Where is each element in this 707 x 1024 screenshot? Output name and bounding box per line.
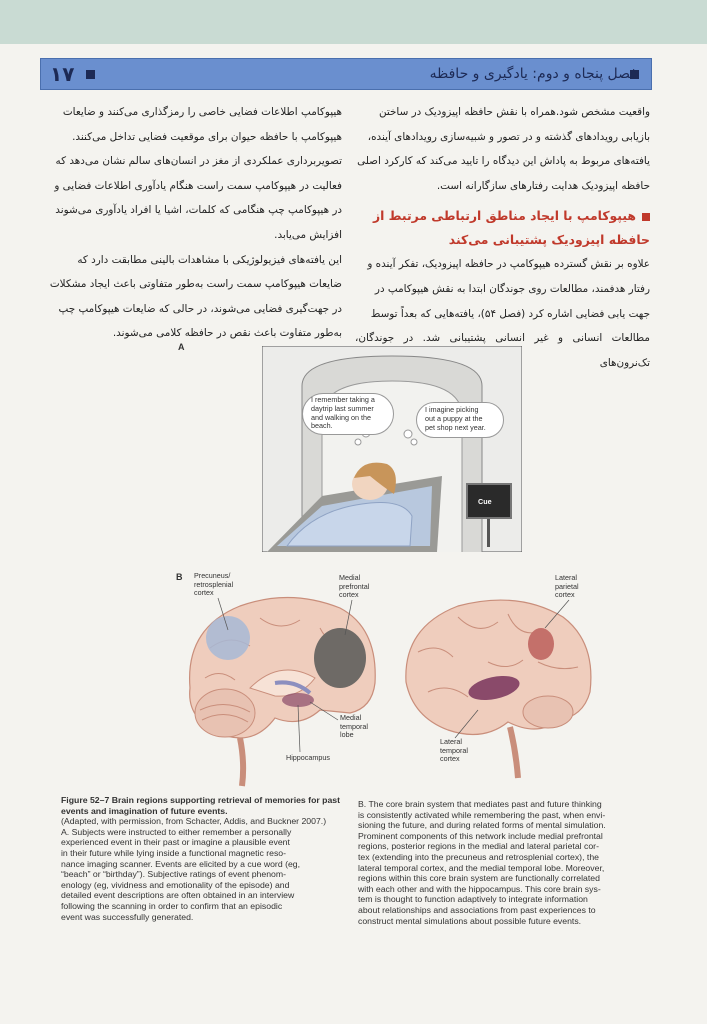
label-lateral-temporal: Lateral temporal cortex [440, 737, 468, 764]
text-line: جهت یابی فضایی اشاره کرد (فصل ۵۴)، یافته‌هایی که بعداً توسط [370, 307, 650, 320]
panel-b-label: B [176, 572, 183, 582]
text-line: بازیابی رویدادهای گذشته و در تصور و شبیه‌سازی رویدادهای آینده، [367, 130, 650, 143]
label-medial-temporal: Medial temporal lobe [340, 713, 368, 740]
text-line: هیپوکامپ با حافظه حیوان برای موقعیت فضایی تداخل می‌کنند. [72, 130, 342, 143]
text-line: واقعیت مشخص شود.همراه با نقش حافظه اپیزودیک در ساختن [378, 106, 650, 118]
panel-a-label: A [178, 342, 185, 352]
text-line: این یافته‌های فیزیولوژیکی با مشاهدات بالینی مطابقت دارد که [77, 253, 342, 266]
label-precuneus: Precuneus/ retrosplenial cortex [194, 571, 234, 598]
text-line: در هیپوکامپ چپ هنگامی که کلمات، اشیا یا افراد یادآوری می‌شوند [55, 204, 342, 217]
thought-bubble-past-text: I remember taking a daytrip last summer and walking on the beach. [311, 395, 375, 431]
label-hippocampus: Hippocampus [286, 753, 330, 762]
text-line: هیپوکامپ اطلاعات فضایی خاصی را رمزگذاری می‌کنند و ضایعات [62, 106, 342, 118]
text-line: فعالیت در هیپوکامپ سمت راست هنگام یادآوری اطلاعات فضایی و [54, 179, 342, 192]
text-line: ضایعات هیپوکامپ سمت راست به‌طور متفاوتی باعث ایجاد مشکلات [49, 278, 342, 291]
cue-word: Cue [478, 497, 492, 506]
text-line: رفتار هدفمند، مطالعات روی جوندگان ابتدا به نقش هیپوکامپ در [374, 282, 650, 295]
thought-bubble-future-text: I imagine picking out a puppy at the pet shop next year. [425, 405, 486, 432]
label-medial-prefrontal: Medial prefrontal cortex [339, 573, 370, 600]
text-line: یافته‌های مربوط به پاداش این دیدگاه را تایید می‌کند که کارکرد اصلی [357, 155, 650, 168]
text-line: علاوه بر نقش گسترده هیپوکامپ در حافظه اپیزودیک، تفکر آینده و [367, 258, 650, 271]
page-number: ۱۷ [50, 62, 75, 86]
text-line: در جهت‌گیری فضایی می‌شوند، در حالی که ضایعات هیپوکامپ چپ [58, 302, 342, 315]
figure-caption-right: B. The core brain system that mediates past and future thinking is consistently activated while remembering the past, when envi- sioning the future, and during related forms of mental simulation. Prominent components of this network include medial prefrontal regions, posterior regions in the medial and lateral parietal cor- tex (extending into the precuneus and retrosplenial cortex), the lateral temporal cortex, and the medial temporal lobe. Moreover, regions within this core brain system are functionally correlated with each other and with the hippocampus. This core brain sys- tem is thought to function adaptively to integrate information about relationships and associations from past experiences to construct mental simulations about possible future events. [358, 799, 606, 926]
section-heading-line2: حافظه اپیزودیک پشتیبانی می‌کند [448, 232, 650, 248]
chapter-title: فصل پنجاه و دوم: یادگیری و حافظه [429, 66, 637, 82]
figure-caption-left: Figure 52–7 Brain regions supporting retrieval of memories for past events and imagination of future events. (Adapted, with permission, from Schacter, Addis, and Buckner 2007.) A. Subjects were instructed to either remember a personally experienced event in their past or imagine a plausible event in their future while lying inside a functional magnetic reso- nance imaging scanner. Events are elicited by a cue word (eg, “beach” or “birthday”). Subjective ratings of event phenom- enology (eg, vividness and emotionality of the episode) and detailed event descriptions are often obtained in an interview following the scanning in order to confirm that an episodic event was successfully generated. [61, 795, 351, 922]
text-line: تصویربرداری عملکردی از مغز در انسان‌های سالم نشان می‌دهد که [55, 155, 342, 168]
text-line: به‌طور متفاوت باعث نقص در حافظه کلامی می‌شوند. [112, 327, 342, 340]
text-line: مطالعات انسانی و غیر انسانی پشتیبانی شد. در جوندگان، تک‌نرون‌های [355, 332, 650, 369]
caption-source: (Adapted, with permission, from Schacter, Addis, and Buckner 2007.) [61, 816, 327, 827]
text-line: افزایش می‌یابد. [274, 228, 342, 241]
text-line: حافظه اپیزودیک هدایت رفتارهای سازگارانه است. [436, 179, 650, 192]
section-heading: هیپوکامپ با ایجاد مناطق ارتباطی مرتبط از [355, 204, 650, 228]
caption-title: Figure 52–7 Brain regions supporting retrieval of memories for past events and imagination of future events. [61, 795, 341, 816]
label-lateral-parietal: Lateral parietal cortex [555, 573, 579, 600]
